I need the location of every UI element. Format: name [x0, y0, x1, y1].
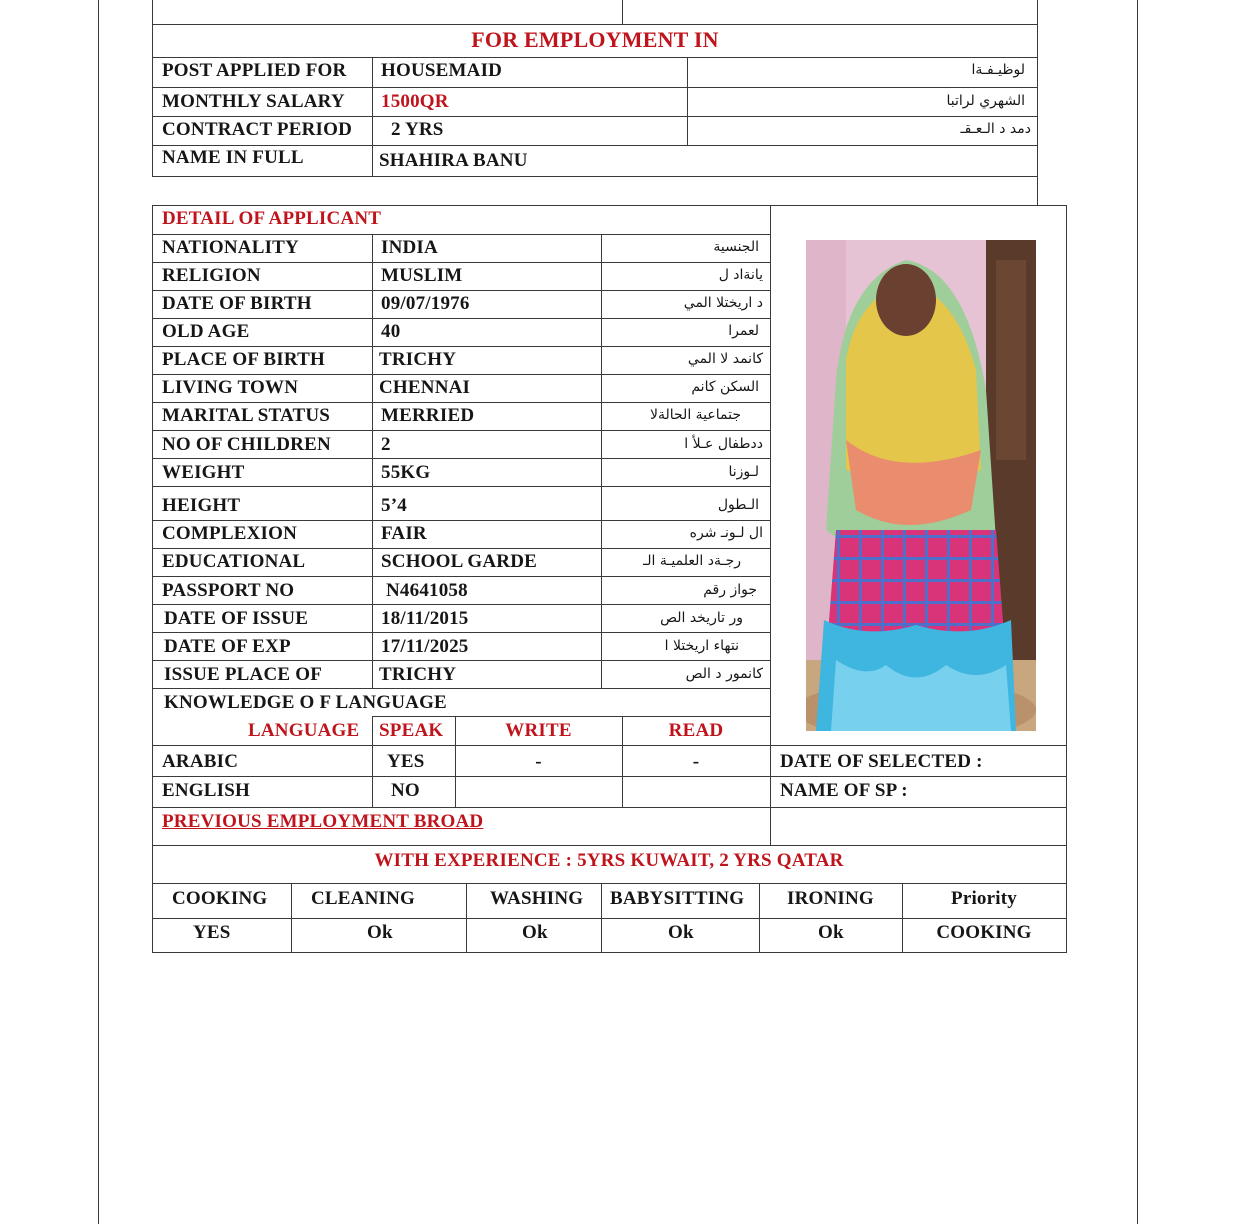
- previous-employment-heading: PREVIOUS EMPLOYMENT BROAD: [162, 811, 484, 832]
- place-of-birth-value: TRICHY: [379, 349, 457, 370]
- complexion-label: COMPLEXION: [162, 523, 297, 544]
- age-arabic: لعمرا: [728, 323, 759, 339]
- date-of-selected-label: DATE OF SELECTED :: [780, 751, 983, 772]
- educational-value: SCHOOL GARDE: [381, 551, 538, 572]
- english-lang-label: ENGLISH: [162, 780, 250, 801]
- weight-value: 55KG: [381, 462, 431, 483]
- nationality-arabic: الجنسية: [713, 239, 759, 255]
- religion-arabic: يانةاد ل: [718, 267, 763, 283]
- dob-arabic: د اريختلا المي: [683, 295, 763, 311]
- nationality-value: INDIA: [381, 237, 438, 258]
- height-arabic: الـطول: [717, 497, 759, 513]
- passport-no-arabic: جواز رقم: [703, 582, 757, 598]
- marital-status-label: MARITAL STATUS: [162, 405, 331, 426]
- skill-value-cooking: YES: [193, 922, 231, 943]
- monthly-salary-value: 1500QR: [381, 91, 449, 112]
- passport-no-value: N4641058: [386, 580, 468, 601]
- educational-label: EDUCATIONAL: [162, 551, 306, 572]
- applicant-heading: DETAIL OF APPLICANT: [162, 208, 382, 229]
- skill-value-ironing: Ok: [818, 922, 844, 943]
- date-of-issue-arabic: ور تاريخد الص: [660, 610, 743, 626]
- place-of-birth-label: PLACE OF BIRTH: [162, 349, 325, 370]
- skill-value-cleaning: Ok: [367, 922, 393, 943]
- arabic-speak: YES: [387, 751, 425, 772]
- contract-period-arabic: دمد د الـعـقـ: [960, 121, 1031, 137]
- weight-arabic: لـوزنا: [728, 464, 759, 480]
- skill-value-washing: Ok: [522, 922, 548, 943]
- skill-header-priority: Priority: [951, 888, 1017, 909]
- age-value: 40: [381, 321, 401, 342]
- skill-value-priority: COOKING: [936, 922, 1032, 943]
- religion-value: MUSLIM: [381, 265, 463, 286]
- employment-heading: FOR EMPLOYMENT IN: [471, 27, 719, 52]
- age-label: OLD AGE: [162, 321, 250, 342]
- language-col-language: LANGUAGE: [248, 720, 360, 741]
- date-of-issue-value: 18/11/2015: [381, 608, 469, 629]
- skill-value-babysitting: Ok: [668, 922, 694, 943]
- living-town-arabic: السكن كانم: [691, 379, 759, 395]
- english-speak: NO: [391, 780, 420, 801]
- arabic-write: -: [535, 751, 542, 772]
- living-town-label: LIVING TOWN: [162, 377, 299, 398]
- children-label: NO OF CHILDREN: [162, 434, 331, 455]
- issue-place-value: TRICHY: [379, 664, 457, 685]
- educational-arabic: رجـةد العلميـة الـ: [643, 553, 741, 569]
- name-in-full-value: SHAHIRA BANU: [379, 150, 528, 171]
- issue-place-label: ISSUE PLACE OF: [164, 664, 323, 685]
- height-label: HEIGHT: [162, 495, 241, 516]
- children-value: 2: [381, 434, 391, 455]
- passport-no-label: PASSPORT NO: [162, 580, 295, 601]
- place-of-birth-arabic: كانمد لا المي: [687, 351, 763, 367]
- post-applied-value: HOUSEMAID: [381, 60, 503, 81]
- complexion-value: FAIR: [381, 523, 427, 544]
- arabic-read: -: [692, 751, 700, 772]
- dob-label: DATE OF BIRTH: [162, 293, 312, 314]
- issue-place-arabic: كانمور د الص: [685, 666, 763, 682]
- nationality-label: NATIONALITY: [162, 237, 299, 258]
- religion-label: RELIGION: [162, 265, 261, 286]
- contract-period-label: CONTRACT PERIOD: [162, 119, 353, 140]
- skill-header-washing: WASHING: [490, 888, 584, 909]
- skill-header-ironing: IRONING: [787, 888, 874, 909]
- skill-header-cleaning: CLEANING: [311, 888, 416, 909]
- date-of-exp-label: DATE OF EXP: [164, 636, 291, 657]
- marital-status-value: MERRIED: [381, 405, 475, 426]
- monthly-salary-arabic: الشهري لراتبا: [946, 93, 1025, 109]
- dob-value: 09/07/1976: [381, 293, 470, 314]
- experience-summary: WITH EXPERIENCE : 5YRS KUWAIT, 2 YRS QATAR: [374, 850, 844, 871]
- post-applied-label: POST APPLIED FOR: [162, 60, 347, 81]
- marital-status-arabic: جتماعية الحالةلا: [650, 407, 741, 423]
- language-col-read: READ: [668, 720, 724, 741]
- skill-header-babysitting: BABYSITTING: [610, 888, 745, 909]
- monthly-salary-label: MONTHLY SALARY: [162, 91, 345, 112]
- arabic-lang-label: ARABIC: [162, 751, 239, 772]
- language-heading: KNOWLEDGE O F LANGUAGE: [164, 692, 447, 713]
- name-in-full-label: NAME IN FULL: [162, 147, 304, 168]
- height-value: 5’4: [381, 495, 407, 516]
- skill-header-cooking: COOKING: [172, 888, 268, 909]
- date-of-exp-arabic: نتهاء اريختلا ا: [664, 638, 739, 654]
- children-arabic: ددطفال عـلأ ا: [684, 436, 763, 452]
- living-town-value: CHENNAI: [379, 377, 471, 398]
- complexion-arabic: ال لـونـ شره: [689, 525, 763, 541]
- post-applied-arabic: لوظيـفـةا: [971, 62, 1025, 78]
- name-of-sponsor-label: NAME OF SP :: [780, 780, 908, 801]
- weight-label: WEIGHT: [162, 462, 245, 483]
- language-col-speak: SPEAK: [379, 720, 444, 741]
- date-of-exp-value: 17/11/2025: [381, 636, 469, 657]
- contract-period-value: 2 YRS: [391, 119, 444, 140]
- language-col-write: WRITE: [505, 720, 572, 741]
- date-of-issue-label: DATE OF ISSUE: [164, 608, 309, 629]
